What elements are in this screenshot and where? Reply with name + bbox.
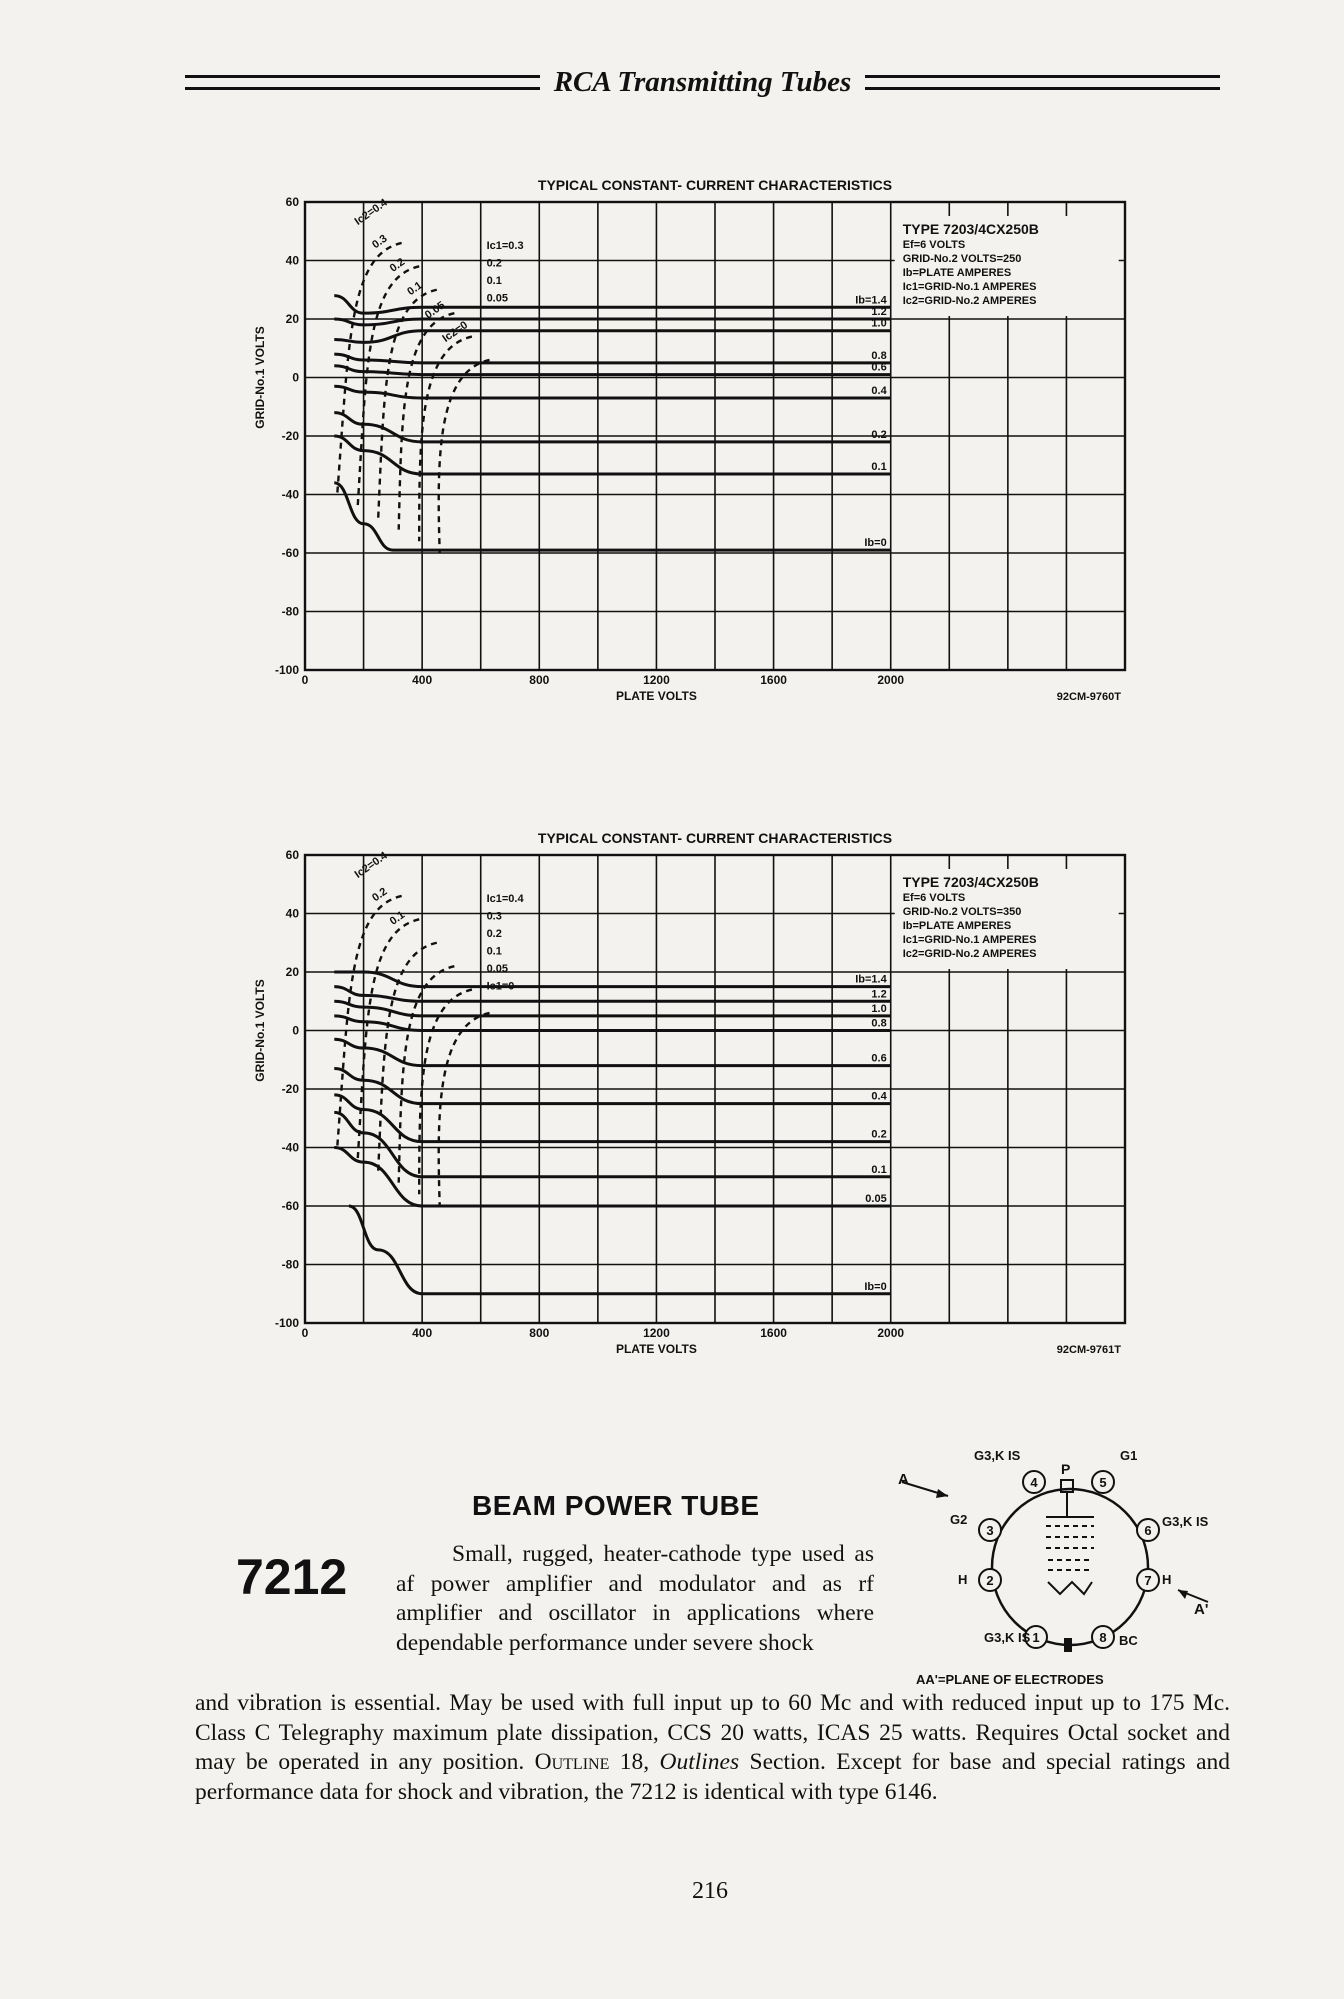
legend-line: Ic2=GRID-No.2 AMPERES xyxy=(902,295,1037,307)
ib-curve-label: 0.8 xyxy=(871,349,887,362)
ib-curve-label: 1.2 xyxy=(871,306,887,318)
ib-curve xyxy=(334,296,890,314)
ib-curve-label: 0.8 xyxy=(871,1017,887,1030)
description-text-1: and vibration is essential. May be used with full input up to 60 Mc and with reduced input up to 175 Mc. Class C Telegraphy maximum plate dissipation, CCS 20 watts, ICAS 25 watts. Requires Octal socket and may be operated in any position. xyxy=(195,1690,1230,1776)
header-rule-left xyxy=(185,75,540,90)
y-tick-label: 20 xyxy=(285,965,299,979)
ic2-label: 0.2 xyxy=(370,885,390,905)
pin-2-number: 2 xyxy=(986,1573,994,1588)
ib-curve-label: 1.2 xyxy=(871,988,887,1001)
x-tick-label: 1600 xyxy=(760,1326,787,1340)
y-tick-label: -60 xyxy=(281,546,299,560)
ib-curve xyxy=(334,1112,890,1176)
basing-diagram xyxy=(888,1432,1218,1688)
grid-current-curve xyxy=(337,243,401,495)
ic1-label: Ic1=0 xyxy=(486,980,515,993)
header-rule-right xyxy=(865,75,1220,90)
ic1-label: 0.1 xyxy=(486,274,502,287)
electrode-structure xyxy=(1046,1492,1094,1594)
ib-curve-label: Ib=1.4 xyxy=(855,294,887,307)
ic1-label: 0.1 xyxy=(486,945,502,958)
outline-word: Outline xyxy=(534,1749,610,1776)
pin-1-number: 1 xyxy=(1032,1630,1040,1645)
grid-current-curve xyxy=(399,313,455,529)
diagram-caption: AA'=PLANE OF ELECTRODES xyxy=(916,1672,1104,1687)
chart-svg xyxy=(240,172,1140,732)
ib-curve xyxy=(334,1069,890,1104)
header-title: RCA Transmitting Tubes xyxy=(553,65,852,98)
tube-type-number: 7212 xyxy=(236,1549,348,1605)
y-tick-label: 0 xyxy=(292,370,299,385)
ib-curve-label: 0.4 xyxy=(871,384,887,397)
description-paragraph-bottom xyxy=(195,1689,1230,1807)
ib-curve-label: 0.4 xyxy=(871,1090,887,1103)
description-text-2: 18, xyxy=(609,1749,660,1776)
ic1-label: 0.2 xyxy=(486,257,502,270)
ib-curve-label: 0.2 xyxy=(871,428,887,441)
ib-curve-label: Ib=1.4 xyxy=(855,973,887,986)
ic2-label: 0.1 xyxy=(405,279,425,299)
description-paragraph-top xyxy=(396,1540,874,1658)
pin-7-label: H xyxy=(1162,1572,1172,1587)
pin-5-label: G1 xyxy=(1120,1448,1138,1463)
ic2-label: Ic2=0.4 xyxy=(352,849,390,881)
page-number: 216 xyxy=(692,1878,728,1904)
ic1-label: Ic1=0.3 xyxy=(486,239,524,252)
pin-4-number: 4 xyxy=(1030,1475,1038,1490)
ib-curve xyxy=(334,483,890,550)
x-tick-label: 1600 xyxy=(760,673,787,687)
ic2-label: Ic2=0.4 xyxy=(352,196,390,228)
figure-code: 92CM-9760T xyxy=(1056,691,1121,703)
ib-curves xyxy=(334,296,890,550)
y-tick-label: 40 xyxy=(285,253,299,268)
ib-curves xyxy=(334,972,890,1294)
ib-curve xyxy=(334,366,890,375)
figure-code: 92CM-9761T xyxy=(1056,1344,1121,1356)
pin-6-label: G3,K IS xyxy=(1162,1514,1209,1529)
chart-title: TYPICAL CONSTANT- CURRENT CHARACTERISTICS xyxy=(537,830,893,846)
x-axis-label: PLATE VOLTS xyxy=(615,1342,697,1356)
ic1-label: Ic1=0.4 xyxy=(486,892,524,905)
socket-circle xyxy=(992,1489,1148,1645)
ib-curve-label: 0.05 xyxy=(865,1193,887,1205)
basing-diagram-svg xyxy=(888,1432,1218,1688)
tube-heading: BEAM POWER TUBE xyxy=(472,1490,760,1521)
x-tick-label: 400 xyxy=(412,1326,433,1340)
ib-curve-label: 0.1 xyxy=(871,1163,887,1176)
ib-curve-label: 0.1 xyxy=(871,461,887,474)
ib-curve xyxy=(334,386,890,398)
ic1-label: 0.05 xyxy=(486,963,508,975)
ic1-label: 0.3 xyxy=(486,910,502,923)
x-tick-label: 0 xyxy=(301,1326,309,1340)
pin-5-number: 5 xyxy=(1099,1475,1107,1490)
y-tick-label: -20 xyxy=(281,429,299,443)
ib-curve-label: Ib=0 xyxy=(864,537,887,550)
ic2-label: 0.2 xyxy=(387,256,408,275)
y-axis-label: GRID-No.1 VOLTS xyxy=(253,326,267,429)
constant-current-chart-350v xyxy=(240,825,1140,1385)
outlines-word: Outlines xyxy=(659,1749,740,1776)
y-tick-label: -20 xyxy=(281,1082,299,1096)
x-axis-label: PLATE VOLTS xyxy=(615,689,697,703)
legend-line: TYPE 7203/4CX250B xyxy=(902,221,1039,237)
ib-curve xyxy=(334,1001,890,1016)
y-tick-label: 0 xyxy=(292,1023,299,1038)
pin-1-label: G3,K IS xyxy=(984,1630,1031,1645)
x-tick-label: 1200 xyxy=(643,1326,670,1340)
pin-labels xyxy=(950,1448,1209,1648)
legend-line: Ic1=GRID-No.1 AMPERES xyxy=(902,281,1037,293)
y-tick-label: -40 xyxy=(281,1140,299,1155)
pin-3-number: 3 xyxy=(986,1523,994,1538)
ib-curve xyxy=(349,1206,891,1294)
ic2-label: 0.1 xyxy=(387,909,408,928)
pin-4-label: G3,K IS xyxy=(974,1448,1021,1463)
key-notch xyxy=(1064,1638,1072,1652)
legend-line: Ib=PLATE AMPERES xyxy=(902,267,1012,279)
y-tick-label: -40 xyxy=(281,487,299,502)
ib-curve xyxy=(334,1039,890,1065)
ib-curve-label: 0.6 xyxy=(871,361,887,374)
legend-line: Ef=6 VOLTS xyxy=(902,239,966,251)
ib-curve-label: 1.0 xyxy=(871,317,887,330)
y-tick-label: 60 xyxy=(285,195,299,209)
grid-current-curve xyxy=(358,919,420,1159)
x-tick-label: 2000 xyxy=(877,1326,905,1340)
x-tick-label: 2000 xyxy=(877,673,905,687)
constant-current-chart-250v xyxy=(240,172,1140,732)
grid-current-curve xyxy=(358,266,420,506)
axis-a-label: A xyxy=(898,1471,909,1488)
legend-line: Ic1=GRID-No.1 AMPERES xyxy=(902,934,1037,946)
x-tick-label: 800 xyxy=(529,673,550,687)
ib-curve xyxy=(334,987,890,1002)
y-tick-label: 20 xyxy=(285,312,299,326)
y-axis-label: GRID-No.1 VOLTS xyxy=(253,979,267,1082)
y-tick-label: -80 xyxy=(281,604,299,619)
description-text-3: Section. Except for base and special ratings and performance data for shock and vibration, the 7212 is identical with type 6146. xyxy=(195,1749,1230,1805)
pin-3-label: G2 xyxy=(950,1512,968,1527)
ib-curve xyxy=(334,331,890,343)
chart-svg xyxy=(240,825,1140,1385)
y-tick-label: 60 xyxy=(285,848,299,862)
y-tick-label: -100 xyxy=(274,1316,299,1330)
legend-line: GRID-No.2 VOLTS=250 xyxy=(902,253,1022,265)
pin-8-number: 8 xyxy=(1099,1630,1107,1645)
y-tick-label: -80 xyxy=(281,1257,299,1272)
x-tick-label: 1200 xyxy=(643,673,670,687)
axis-a-prime-label: A' xyxy=(1194,1601,1209,1618)
chart-title: TYPICAL CONSTANT- CURRENT CHARACTERISTICS xyxy=(537,177,893,193)
arrow-head-a-prime xyxy=(1178,1590,1188,1599)
grid-current-curve xyxy=(419,337,472,542)
legend-line: Ib=PLATE AMPERES xyxy=(902,920,1012,932)
y-tick-label: -60 xyxy=(281,1199,299,1213)
ib-curve xyxy=(334,354,890,363)
ib-curve-label: Ib=0 xyxy=(864,1280,887,1293)
ib-curve xyxy=(334,972,890,987)
legend-line: TYPE 7203/4CX250B xyxy=(902,874,1039,890)
pin-2-label: H xyxy=(958,1572,968,1587)
x-tick-label: 800 xyxy=(529,1326,550,1340)
grid-current-curve xyxy=(399,966,455,1182)
ib-curve xyxy=(334,413,890,442)
legend-line: Ic2=GRID-No.2 AMPERES xyxy=(902,948,1037,960)
legend-line: GRID-No.2 VOLTS=350 xyxy=(902,906,1022,918)
x-tick-label: 400 xyxy=(412,673,433,687)
ib-curve-label: 0.6 xyxy=(871,1052,887,1065)
grid-current-curve xyxy=(419,990,472,1195)
arrow-head-a xyxy=(936,1489,948,1498)
ib-curve xyxy=(334,319,890,325)
legend-line: Ef=6 VOLTS xyxy=(902,892,966,904)
pin-7-number: 7 xyxy=(1144,1573,1152,1588)
ic2-label: 0.05 xyxy=(422,299,448,322)
y-tick-label: 40 xyxy=(285,906,299,921)
x-tick-label: 0 xyxy=(301,673,309,687)
ib-curve xyxy=(334,1095,890,1142)
grid-current-curve xyxy=(439,360,490,553)
grid-current-curves xyxy=(337,896,489,1206)
ib-curve xyxy=(334,1016,890,1031)
running-header xyxy=(185,62,1220,102)
ib-curve-label: 0.2 xyxy=(871,1128,887,1141)
ic1-label: 0.2 xyxy=(486,927,502,940)
pin-8-label: BC xyxy=(1119,1633,1138,1648)
ic2-label: Ic2=0 xyxy=(440,319,471,345)
ib-curve-label: 1.0 xyxy=(871,1002,887,1015)
pin-6-number: 6 xyxy=(1144,1523,1152,1538)
ic2-label: 0.3 xyxy=(370,232,390,252)
description-text-top: Small, rugged, heater-cathode type used as af power amplifier and modulator and as rf amplifier and oscillator in applications where dependable performance under severe shock xyxy=(396,1541,874,1656)
ic1-label: 0.05 xyxy=(486,292,508,305)
cap-label: P xyxy=(1061,1461,1071,1477)
y-tick-label: -100 xyxy=(274,663,299,677)
